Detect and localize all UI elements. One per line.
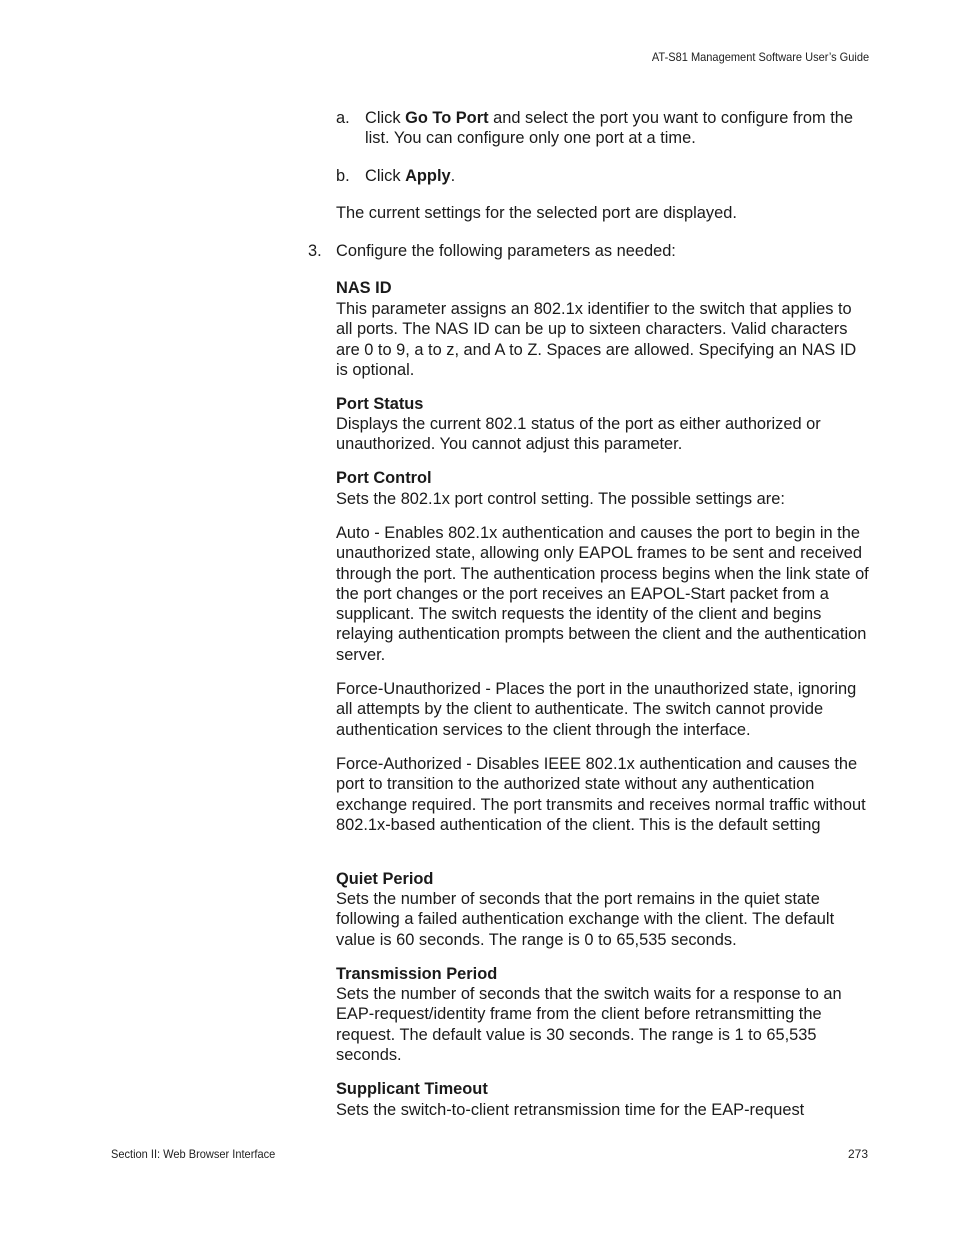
step-3-marker: 3. xyxy=(308,242,322,260)
nas-id-description: This parameter assigns an 802.1x identifier to the switch that applies to all ports. The NAS ID can be up to sixteen characters. Valid characters are 0 to 9, a to z, and A to Z. Spaces are allowed. Specifying an NAS ID is optional. xyxy=(336,300,857,379)
port-status-heading: Port Status xyxy=(336,395,424,413)
supplicant-timeout-heading: Supplicant Timeout xyxy=(336,1080,488,1098)
port-control-auto: Auto - Enables 802.1x authentication and causes the port to begin in the unauthorized state, allowing only EAPOL frames to be sent and received through the port. The authentication process begins when the link state of the port changes or the port receives an EAPOL-Start packet from a supplicant. The switch requests the identity of the client and begins relaying authentication prompts between the client and the authentication server. xyxy=(336,524,869,664)
substep-a-pre: Click xyxy=(365,109,406,127)
substep-b-post: . xyxy=(450,167,456,185)
supplicant-timeout-description: Sets the switch-to-client retransmission time for the EAP-request xyxy=(336,1101,805,1119)
transmission-period-description: Sets the number of seconds that the switch waits for a response to an EAP-request/identity frame from the client before retransmitting the request. The default value is 30 seconds. The range is 1 to 65,535 seconds. xyxy=(336,985,842,1064)
quiet-period-description: Sets the number of seconds that the port remains in the quiet state following a failed authentication exchange with the client. The default value is 60 seconds. The range is 0 to 65,535 seconds. xyxy=(336,890,835,949)
quiet-period-heading: Quiet Period xyxy=(336,870,434,888)
port-status-description: Displays the current 802.1 status of the port as either authorized or unauthorized. You cannot adjust this parameter. xyxy=(336,415,821,454)
substep-a-post: and select the port you want to configure from the list. You can configure only one port at a time. xyxy=(365,109,853,148)
running-header: AT-S81 Management Software User’s Guide xyxy=(651,50,869,64)
footer-section: Section II: Web Browser Interface xyxy=(111,1147,276,1161)
page-number: 273 xyxy=(847,1147,868,1161)
substep-a-text xyxy=(365,108,871,149)
port-control-force-unauthorized: Force-Unauthorized - Places the port in the unauthorized state, ignoring all attempts by the client to authenticate. The switch cannot provide authentication services to the client through the interface. xyxy=(336,680,857,739)
step-3-text: Configure the following parameters as needed: xyxy=(336,242,676,260)
port-control-description: Sets the 802.1x port control setting. The possible settings are: xyxy=(336,490,785,508)
substep-a-marker: a. xyxy=(336,109,350,127)
substep-b-text xyxy=(365,166,871,186)
port-control-heading: Port Control xyxy=(336,469,432,487)
apply-label: Apply xyxy=(405,167,451,185)
substep-b-pre: Click xyxy=(365,167,406,185)
port-control-force-authorized: Force-Authorized - Disables IEEE 802.1x authentication and causes the port to transition to the authorized state without any authentication exchange required. The port transmits and receives normal traffic without 802.1x-based authentication of the client. This is the default setting xyxy=(336,755,866,834)
nas-id-heading: NAS ID xyxy=(336,279,392,297)
substep-b-marker: b. xyxy=(336,167,350,185)
go-to-port-label: Go To Port xyxy=(405,109,489,127)
transmission-period-heading: Transmission Period xyxy=(336,965,498,983)
result-text: The current settings for the selected port are displayed. xyxy=(336,204,737,222)
